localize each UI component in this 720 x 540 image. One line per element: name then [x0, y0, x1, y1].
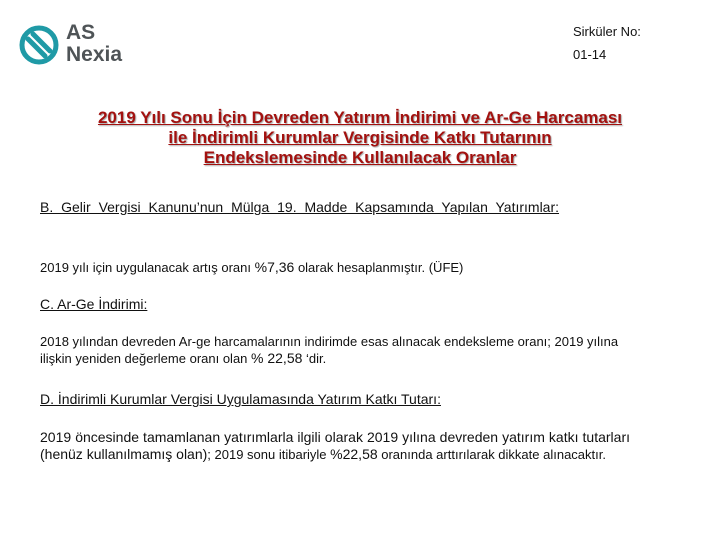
as-nexia-logo-icon [18, 24, 60, 66]
circular-label: Sirküler No: [573, 24, 641, 39]
section-b-heading: B. Gelir Vergisi Kanunu’nun Mülga 19. Madde Kapsamında Yapılan Yatırımlar: [40, 199, 560, 215]
circular-number: 01-14 [573, 47, 607, 62]
section-d-text-mid: ; 2019 sonu itibariyle [207, 447, 331, 462]
section-d-heading: D. İndirimli Kurumlar Vergisi Uygulamasında Yatırım Katkı Tutarı: [40, 391, 441, 407]
section-c-text-pre: 2018 yılından devreden Ar-ge harcamalarının indirimde esas alınacak endeksleme oranı; 2019 yılına ilişkin yeniden değerleme oranı olan [40, 334, 619, 366]
section-b-text-pre: 2019 yılı için uygulanacak artış oranı [40, 260, 255, 275]
logo-text-as: AS [66, 21, 96, 44]
section-b-text [40, 259, 630, 276]
page-title [20, 108, 700, 168]
logo-text-nexia: Nexia [66, 43, 123, 66]
section-b-rate: %7,36 [254, 259, 295, 275]
section-c-text [40, 333, 630, 367]
section-c-rate: % 22,58 [251, 350, 303, 366]
section-d-text-post: oranında arttırılarak dikkate alınacaktır. [377, 447, 606, 462]
section-b-text-post: olarak hesaplanmıştır. (ÜFE) [294, 260, 464, 275]
section-d-text [40, 429, 630, 463]
section-d-rate: %22,58 [330, 446, 378, 462]
section-d-text-lead: 2019 öncesinde tamamlanan yatırımlarla ilgili olarak 2019 yılına devreden yatırım katkı tutarları (henüz kullanılmamış olan) [40, 429, 630, 462]
title-line-1: 2019 Yılı Sonu İçin Devreden Yatırım İndirimi ve Ar-Ge Harcaması [97, 108, 623, 127]
logo-wordmark [66, 22, 122, 66]
section-c-text-post: ‘dir. [302, 351, 327, 366]
title-line-3: Endekslemesinde Kullanılacak Oranlar [203, 148, 517, 167]
company-logo [18, 22, 148, 72]
circular-number-block [573, 20, 641, 66]
section-c-heading: C. Ar-Ge İndirimi: [40, 296, 148, 312]
title-line-2: ile İndirimli Kurumlar Vergisinde Katkı Tutarının [168, 128, 552, 147]
